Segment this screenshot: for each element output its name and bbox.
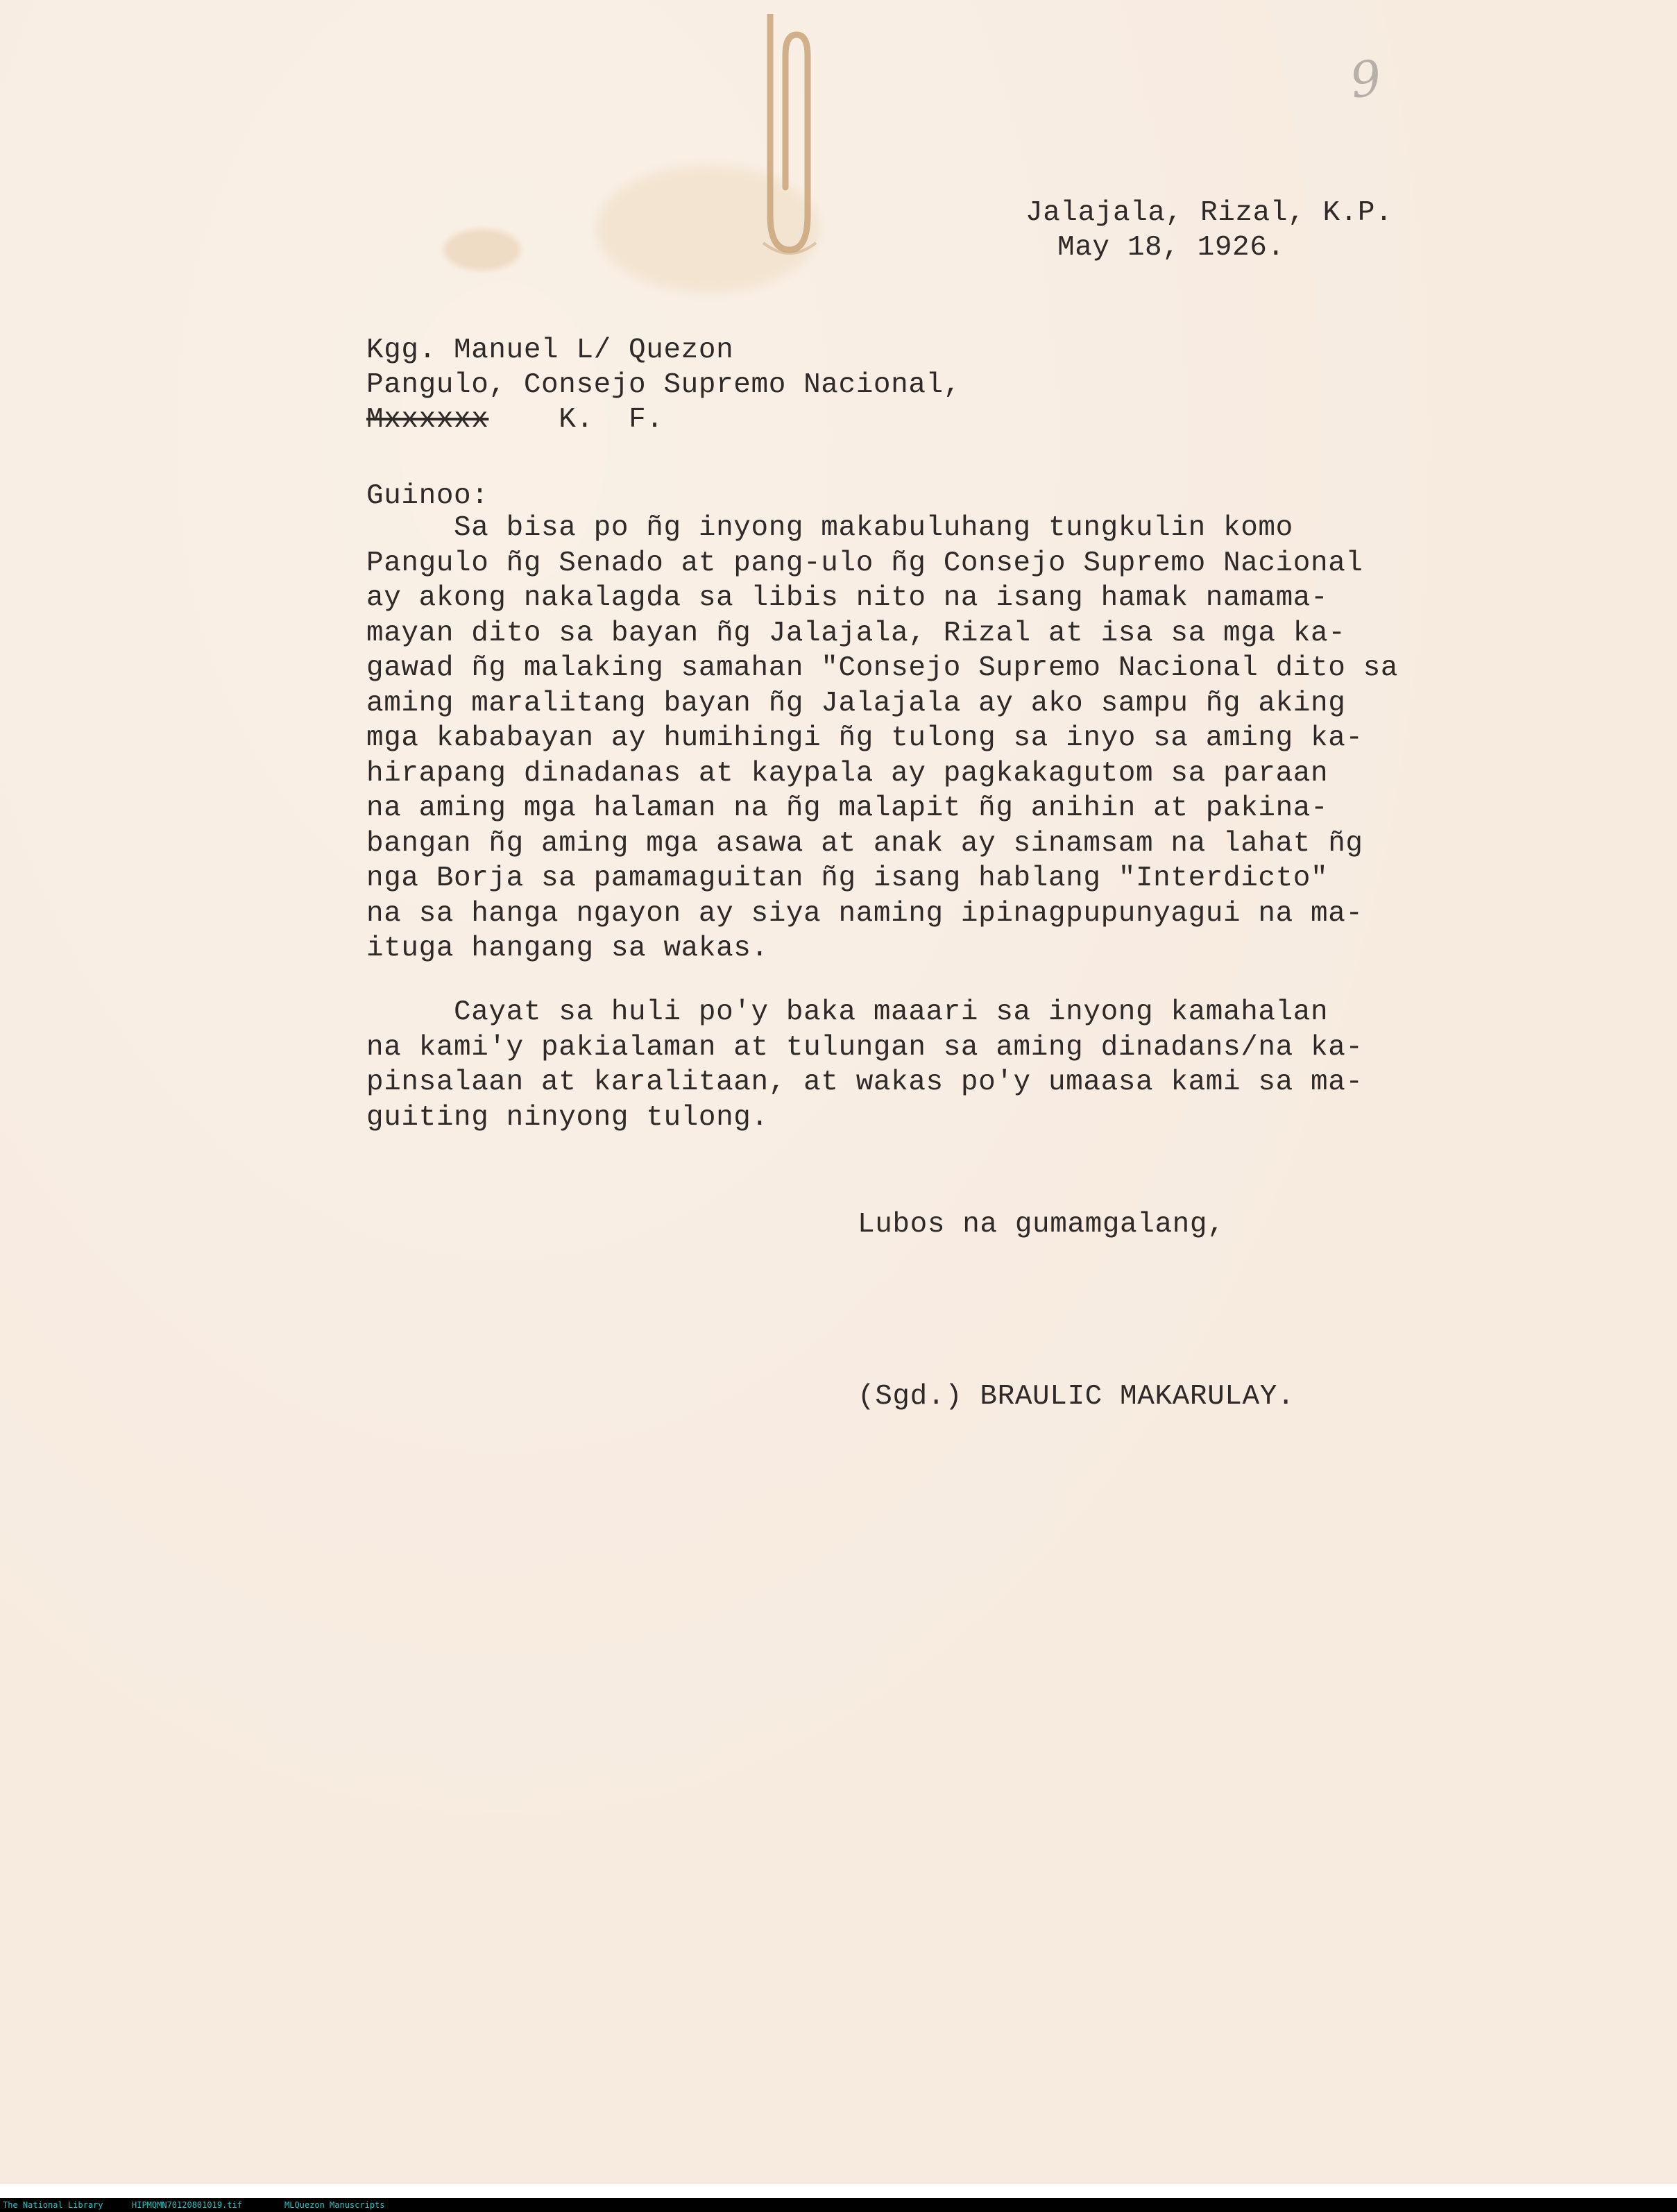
paragraph-line: gawad ñg malaking samahan "Consejo Supremo Nacional dito sa xyxy=(366,652,1399,684)
paragraph-line: Pangulo ñg Senado at pang-ulo ñg Consejo Supremo Nacional xyxy=(366,547,1363,579)
paragraph-line: na aming mga halaman na ñg malapit ñg anihin at pakina- xyxy=(366,792,1329,824)
handwritten-page-number xyxy=(1347,31,1519,157)
paragraph-line: Cayat sa huli po'y baka maaari sa inyong kamahalan xyxy=(366,996,1329,1028)
paragraph-line: na kami'y pakialaman at tulungan sa aming dinadans/na ka- xyxy=(366,1031,1363,1064)
footer-library: The National Library xyxy=(3,2200,103,2210)
paragraph-line: mga kababayan ay humihingi ñg tulong sa inyo sa aming ka- xyxy=(366,722,1363,754)
footer-filename: HIPMQMN70120801019.tif xyxy=(132,2200,242,2210)
scan-footer-bar xyxy=(0,2198,1677,2212)
rust-stain xyxy=(444,229,520,271)
paragraph-line: aming maralitang bayan ñg Jalajala ay ako sampu ñg aking xyxy=(366,687,1346,720)
paragraph-line: nga Borja sa pamamaguitan ñg isang hablang "Interdicto" xyxy=(366,862,1329,894)
letter-place: Jalajala, Rizal, K.P. xyxy=(1025,197,1393,229)
paragraph-line: mayan dito sa bayan ñg Jalajala, Rizal at isa sa mga ka- xyxy=(366,617,1346,649)
struck-text: Mxxxxxx xyxy=(366,404,489,436)
paragraph-line: ituga hangang sa wakas. xyxy=(366,933,769,964)
paragraph-line: na sa hanga ngayon ay siya naming ipinagpupunyagui na ma- xyxy=(366,897,1363,930)
addressee-title: Pangulo, Consejo Supremo Nacional, xyxy=(366,369,961,401)
complimentary-closing: Lubos na gumamgalang, xyxy=(858,1209,1225,1241)
paragraph-line: ay akong nakalagda sa libis nito na isang hamak namama- xyxy=(366,582,1329,614)
addressee-location-rest: K. F. xyxy=(488,404,664,436)
signature-line: (Sgd.) BRAULIC MAKARULAY. xyxy=(858,1381,1295,1413)
body-paragraph-2 xyxy=(366,995,1363,1135)
page-number-mark: 9 xyxy=(1346,49,1386,110)
paragraph-line: pinsalaan at karalitaan, at wakas po'y umaasa kami sa ma- xyxy=(366,1066,1363,1098)
addressee-location xyxy=(366,402,663,437)
body-paragraph-1 xyxy=(366,511,1398,967)
paragraph-line: hirapang dinadanas at kaypala ay pagkakagutom sa paraan xyxy=(366,757,1329,790)
salutation: Guinoo: xyxy=(366,480,489,512)
paragraph-line: guiting ninyong tulong. xyxy=(366,1101,769,1134)
paragraph-line: Sa bisa po ñg inyong makabuluhang tungkulin komo xyxy=(366,512,1293,544)
footer-collection: MLQuezon Manuscripts xyxy=(284,2200,385,2210)
paragraph-line: bangan ñg aming mga asawa at anak ay sinamsam na lahat ñg xyxy=(366,827,1363,860)
letter-date: May 18, 1926. xyxy=(1057,232,1285,264)
paperclip-mark xyxy=(735,14,833,264)
addressee-name: Kgg. Manuel L/ Quezon xyxy=(366,334,734,366)
